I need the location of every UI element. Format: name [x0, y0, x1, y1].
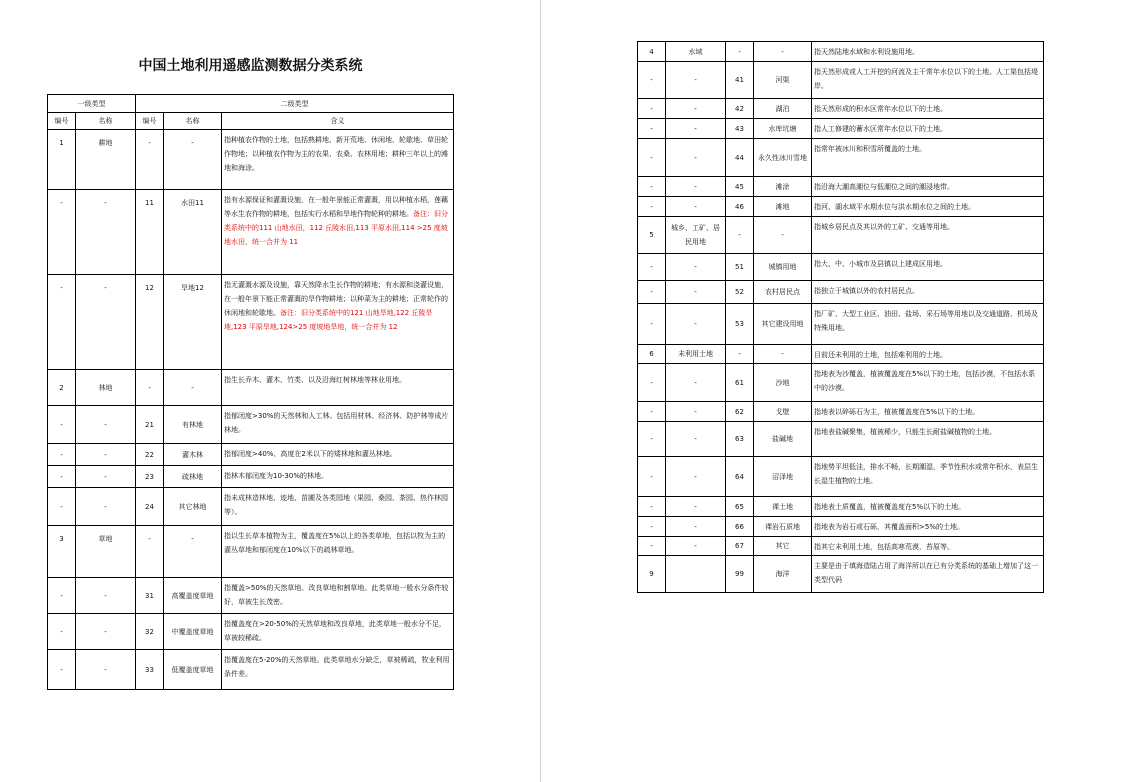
level1-name-cell: 水域	[666, 42, 726, 62]
level2-code-cell: 66	[726, 517, 754, 537]
table-row	[638, 62, 1044, 99]
level2-code-cell: 31	[136, 578, 164, 614]
meaning-cell	[222, 466, 454, 488]
level1-code-cell: -	[48, 275, 76, 370]
table-row	[48, 578, 454, 614]
level1-code-cell: -	[638, 402, 666, 422]
level2-name-cell: 低覆盖度草地	[164, 650, 222, 690]
table-row	[638, 119, 1044, 139]
meaning-cell	[222, 444, 454, 466]
level1-code-cell: -	[638, 119, 666, 139]
level2-code-cell: 32	[136, 614, 164, 650]
table-row	[638, 217, 1044, 254]
header-code-1: 编号	[48, 113, 76, 130]
meaning-text: 指独立于城镇以外的农村居民点。	[814, 287, 919, 295]
level2-name-cell: -	[754, 42, 812, 62]
level1-code-cell: -	[638, 517, 666, 537]
meaning-cell	[812, 254, 1044, 281]
level1-name-cell: 城乡、工矿、居民用地	[666, 217, 726, 254]
level1-name-cell: -	[666, 99, 726, 119]
level1-name-cell: -	[666, 197, 726, 217]
level1-name-cell: -	[666, 139, 726, 177]
meaning-cell	[222, 190, 454, 275]
level2-code-cell: 11	[136, 190, 164, 275]
meaning-note: 备注：旧分类系统中的121 山地旱地,122 丘陵旱地,123 平原旱地,124>25 度坡地旱地，统一合并为 12	[224, 309, 433, 331]
page-divider	[540, 0, 541, 782]
meaning-text: 指人工修建的蓄水区常年水位以下的土地。	[814, 125, 947, 133]
level1-code-cell: -	[638, 197, 666, 217]
level2-name-cell: 水田11	[164, 190, 222, 275]
meaning-cell	[222, 614, 454, 650]
meaning-cell	[812, 197, 1044, 217]
level1-name-cell: 草地	[76, 526, 136, 578]
level2-code-cell: 46	[726, 197, 754, 217]
level2-code-cell: 53	[726, 304, 754, 345]
level1-name-cell: -	[666, 177, 726, 197]
meaning-text: 指厂矿、大型工业区、油田、盐场、采石场等用地以及交通道路、机场及特殊用地。	[814, 310, 1038, 332]
classification-table-right	[637, 41, 1044, 593]
table-row	[48, 275, 454, 370]
level2-name-cell: -	[164, 130, 222, 190]
level2-name-cell: 城镇用地	[754, 254, 812, 281]
header-code-2: 编号	[136, 113, 164, 130]
table-row	[48, 444, 454, 466]
meaning-cell	[812, 537, 1044, 556]
level1-name-cell: -	[666, 304, 726, 345]
table-row	[638, 537, 1044, 556]
level1-code-cell: -	[48, 650, 76, 690]
level1-name-cell: -	[666, 537, 726, 556]
level2-code-cell: 51	[726, 254, 754, 281]
level1-name-cell: -	[76, 466, 136, 488]
level1-name-cell: -	[76, 578, 136, 614]
meaning-text: 指天然陆地水域和水利设施用地。	[814, 48, 919, 56]
level2-name-cell: 其它	[754, 537, 812, 556]
header-name-1: 名称	[76, 113, 136, 130]
meaning-cell	[222, 526, 454, 578]
level2-code-cell: 23	[136, 466, 164, 488]
level2-code-cell: 43	[726, 119, 754, 139]
level2-name-cell: 河渠	[754, 62, 812, 99]
meaning-cell	[222, 650, 454, 690]
level2-code-cell: -	[136, 370, 164, 406]
level1-code-cell: 6	[638, 345, 666, 364]
level2-name-cell: -	[164, 526, 222, 578]
level2-name-cell: -	[754, 345, 812, 364]
level2-name-cell: 海洋	[754, 556, 812, 593]
meaning-cell	[812, 422, 1044, 457]
level2-name-cell: 滩地	[754, 197, 812, 217]
meaning-text: 指地表以碎砾石为主，植被覆盖度在5%以下的土地。	[814, 408, 980, 416]
level2-name-cell: 中覆盖度草地	[164, 614, 222, 650]
table-row	[48, 190, 454, 275]
table-row	[638, 42, 1044, 62]
level1-code-cell: -	[48, 614, 76, 650]
header-level1: 一级类型	[48, 95, 136, 113]
level1-name-cell: 耕地	[76, 130, 136, 190]
level2-name-cell: 其它建设用地	[754, 304, 812, 345]
level2-code-cell: -	[726, 42, 754, 62]
level2-name-cell: 盐碱地	[754, 422, 812, 457]
level1-code-cell: -	[638, 62, 666, 99]
table-row	[638, 139, 1044, 177]
table-row	[638, 457, 1044, 497]
meaning-text: 指沿海大潮高潮位与低潮位之间的潮浸地带。	[814, 183, 954, 191]
meaning-cell	[812, 281, 1044, 304]
meaning-text: 指种植农作物的土地，包括熟耕地、新开荒地、休闲地、轮歇地、草田轮作物地；以种植农作物为主的农果、农桑、农林用地；耕种三年以上的滩地和海涂。	[224, 136, 448, 172]
level2-code-cell: 52	[726, 281, 754, 304]
level2-code-cell: 42	[726, 99, 754, 119]
level1-code-cell: -	[638, 177, 666, 197]
level2-name-cell: 其它林地	[164, 488, 222, 526]
meaning-text: 指天然形成或人工开挖的河流及主干常年水位以下的土地。人工渠包括堤岸。	[814, 68, 1038, 90]
level2-code-cell: 33	[136, 650, 164, 690]
table-row	[48, 614, 454, 650]
table-row	[638, 364, 1044, 402]
level2-code-cell: 64	[726, 457, 754, 497]
level1-name-cell: 林地	[76, 370, 136, 406]
level1-name-cell: -	[666, 422, 726, 457]
meaning-text: 指天然形成的积水区常年水位以下的土地。	[814, 105, 947, 113]
meaning-cell	[222, 130, 454, 190]
meaning-cell	[222, 406, 454, 444]
level2-name-cell: 湖泊	[754, 99, 812, 119]
meaning-text: 指常年被冰川和积雪所覆盖的土地。	[814, 145, 926, 153]
level1-name-cell: -	[666, 281, 726, 304]
level1-code-cell: -	[638, 139, 666, 177]
table-row	[638, 345, 1044, 364]
meaning-cell	[812, 139, 1044, 177]
level1-name-cell: -	[666, 119, 726, 139]
header-name-2: 名称	[164, 113, 222, 130]
level2-name-cell: 裸岩石质地	[754, 517, 812, 537]
meaning-text: 指有水源保证和灌溉设施，在一般年景能正常灌溉，用以种植水稻，莲藕等水生农作物的耕地，包括实行水稻和旱地作物轮种的耕地。	[224, 196, 448, 218]
meaning-cell	[222, 275, 454, 370]
level2-code-cell: 63	[726, 422, 754, 457]
meaning-cell	[812, 304, 1044, 345]
level2-name-cell: 旱地12	[164, 275, 222, 370]
level1-code-cell: 5	[638, 217, 666, 254]
table-row	[48, 406, 454, 444]
table-row	[638, 422, 1044, 457]
level1-name-cell: -	[76, 406, 136, 444]
meaning-cell	[812, 364, 1044, 402]
meaning-cell	[812, 217, 1044, 254]
level2-name-cell: 水库坑塘	[754, 119, 812, 139]
meaning-cell	[222, 370, 454, 406]
level2-code-cell: 22	[136, 444, 164, 466]
meaning-text: 指未成林造林地、迹地、苗圃及各类园地（果园、桑园、茶园、热作林园等）。	[224, 494, 448, 516]
level1-code-cell: 9	[638, 556, 666, 593]
meaning-text: 指覆盖度在5-20%的天然草地。此类草地水分缺乏，草被稀疏，牧业利用条件差。	[224, 656, 450, 678]
level2-code-cell: 12	[136, 275, 164, 370]
level1-code-cell: -	[638, 99, 666, 119]
meaning-note: 备注：旧分类系统中的111 山地水田，112 丘陵水田,113 平原水田,114 >25 度坡地水田，统一合并为 11	[224, 210, 448, 246]
meaning-text: 指郁闭度>40%、高度在2米以下的矮林地和灌丛林地。	[224, 450, 397, 458]
header-level2: 二级类型	[136, 95, 454, 113]
level2-code-cell: -	[726, 217, 754, 254]
level1-code-cell: -	[638, 281, 666, 304]
level1-code-cell: 2	[48, 370, 76, 406]
level2-code-cell: -	[136, 130, 164, 190]
level1-code-cell: 1	[48, 130, 76, 190]
level1-code-cell: -	[638, 364, 666, 402]
level1-name-cell: 未利用土地	[666, 345, 726, 364]
level1-name-cell: -	[76, 190, 136, 275]
meaning-cell	[812, 345, 1044, 364]
header-meaning: 含义	[222, 113, 454, 130]
meaning-text: 目前还未利用的土地，包括难利用的土地。	[814, 351, 947, 359]
table-row	[638, 304, 1044, 345]
meaning-text: 指地表为沙覆盖，植被覆盖度在5%以下的土地，包括沙漠，不包括水系中的沙漠。	[814, 370, 1036, 392]
level1-code-cell: -	[48, 578, 76, 614]
table-row	[638, 99, 1044, 119]
level2-code-cell: 24	[136, 488, 164, 526]
level2-code-cell: 61	[726, 364, 754, 402]
level1-name-cell: -	[76, 444, 136, 466]
level1-name-cell: -	[666, 457, 726, 497]
meaning-cell	[812, 42, 1044, 62]
table-row	[638, 254, 1044, 281]
level2-name-cell: 灌木林	[164, 444, 222, 466]
level2-name-cell: 农村居民点	[754, 281, 812, 304]
meaning-text: 指其它未利用土地，包括高寒荒漠，苔原等。	[814, 543, 954, 551]
level1-code-cell: -	[48, 190, 76, 275]
level2-name-cell: 疏林地	[164, 466, 222, 488]
meaning-text: 指林木郁闭度为10-30%的林地。	[224, 472, 328, 480]
level2-name-cell: 沙地	[754, 364, 812, 402]
level2-name-cell: -	[164, 370, 222, 406]
level1-code-cell: -	[638, 254, 666, 281]
document-title: 中国土地利用遥感监测数据分类系统	[138, 58, 363, 74]
level2-name-cell: 有林地	[164, 406, 222, 444]
table-row	[48, 488, 454, 526]
meaning-cell	[812, 497, 1044, 517]
level2-code-cell: 99	[726, 556, 754, 593]
table-row	[638, 497, 1044, 517]
level2-code-cell: -	[726, 345, 754, 364]
level2-code-cell: 41	[726, 62, 754, 99]
level1-code-cell: -	[48, 488, 76, 526]
meaning-text: 指地表盐碱聚集，植被稀少，只能生长耐盐碱植物的土地。	[814, 428, 996, 436]
meaning-text: 指大、中、小城市及县镇以上建成区用地。	[814, 260, 947, 268]
table-row	[638, 197, 1044, 217]
level1-code-cell: -	[638, 304, 666, 345]
level1-name-cell: -	[666, 364, 726, 402]
level1-code-cell: -	[48, 466, 76, 488]
level1-name-cell: -	[666, 402, 726, 422]
level2-name-cell: 戈壁	[754, 402, 812, 422]
level2-name-cell: 滩涂	[754, 177, 812, 197]
meaning-cell	[222, 488, 454, 526]
meaning-cell	[222, 578, 454, 614]
meaning-cell	[812, 556, 1044, 593]
meaning-text: 指城乡居民点及其以外的工矿、交通等用地。	[814, 223, 954, 231]
level2-name-cell: 高覆盖度草地	[164, 578, 222, 614]
level2-code-cell: 62	[726, 402, 754, 422]
level2-name-cell: 裸土地	[754, 497, 812, 517]
level2-code-cell: 45	[726, 177, 754, 197]
table-row	[638, 281, 1044, 304]
level1-name-cell: -	[76, 614, 136, 650]
table-row	[638, 517, 1044, 537]
meaning-text: 指地表土质覆盖，植被覆盖度在5%以下的土地。	[814, 503, 966, 511]
level1-name-cell: -	[76, 488, 136, 526]
meaning-text: 主要是由于填海造陆占用了海洋所以在已有分类系统的基础上增加了这一类型代码	[814, 562, 1038, 584]
meaning-cell	[812, 457, 1044, 497]
meaning-cell	[812, 517, 1044, 537]
level1-code-cell: 3	[48, 526, 76, 578]
level1-code-cell: 4	[638, 42, 666, 62]
table-row	[48, 466, 454, 488]
level1-code-cell: -	[638, 422, 666, 457]
level1-code-cell: -	[638, 537, 666, 556]
meaning-cell	[812, 62, 1044, 99]
meaning-text: 指河、湖水域平水期水位与洪水期水位之间的土地。	[814, 203, 975, 211]
table-row	[48, 526, 454, 578]
classification-table-left	[47, 94, 454, 690]
table-row	[48, 650, 454, 690]
table-row	[638, 556, 1044, 593]
level1-code-cell: -	[48, 444, 76, 466]
level2-code-cell: 65	[726, 497, 754, 517]
level2-name-cell: 沼泽地	[754, 457, 812, 497]
level1-name-cell: -	[666, 497, 726, 517]
level2-name-cell: -	[754, 217, 812, 254]
meaning-text: 指以生长草本植物为主，覆盖度在5%以上的各类草地，包括以牧为主的灌丛草地和郁闭度在10%以下的疏林草地。	[224, 532, 446, 554]
level1-name-cell: -	[666, 517, 726, 537]
meaning-cell	[812, 402, 1044, 422]
meaning-cell	[812, 99, 1044, 119]
level2-code-cell: 21	[136, 406, 164, 444]
meaning-text: 指无灌溉水源及设施，靠天然降水生长作物的耕地；有水源和浇灌设施，在一般年景下能正常灌溉的旱作物耕地；以种菜为主的耕地；正常轮作的休闲地和轮歇地。	[224, 281, 448, 317]
level1-name-cell: -	[76, 650, 136, 690]
level1-name-cell	[666, 556, 726, 593]
level2-code-cell: 67	[726, 537, 754, 556]
table-row	[638, 177, 1044, 197]
meaning-text: 指郁闭度>30%的天然林和人工林。包括用材林、经济林、防护林等成片林地。	[224, 412, 449, 434]
meaning-text: 指覆盖>50%的天然草地、改良草地和割草地。此类草地一般水分条件较好，草被生长茂密。	[224, 584, 449, 606]
level1-code-cell: -	[638, 497, 666, 517]
level2-code-cell: 44	[726, 139, 754, 177]
meaning-cell	[812, 119, 1044, 139]
meaning-cell	[812, 177, 1044, 197]
level2-name-cell: 永久性冰川雪地	[754, 139, 812, 177]
meaning-text: 指地势平坦低洼，排水不畅，长期潮湿，季节性积水或常年积水，表层生长湿生植物的土地。	[814, 463, 1038, 485]
level1-code-cell: -	[48, 406, 76, 444]
level1-code-cell: -	[638, 457, 666, 497]
meaning-text: 指生长乔木、灌木、竹类、以及沿海红树林地等林业用地。	[224, 376, 406, 384]
level1-name-cell: -	[666, 62, 726, 99]
table-row	[48, 130, 454, 190]
level2-code-cell: -	[136, 526, 164, 578]
level1-name-cell: -	[666, 254, 726, 281]
meaning-text: 指地表为岩石或石砾，其覆盖面积>5%的土地。	[814, 523, 964, 531]
table-row	[638, 402, 1044, 422]
table-row	[48, 370, 454, 406]
level1-name-cell: -	[76, 275, 136, 370]
meaning-text: 指覆盖度在>20-50%的天然草地和改良草地，此类草地一般水分不足，草被较稀疏。	[224, 620, 446, 642]
